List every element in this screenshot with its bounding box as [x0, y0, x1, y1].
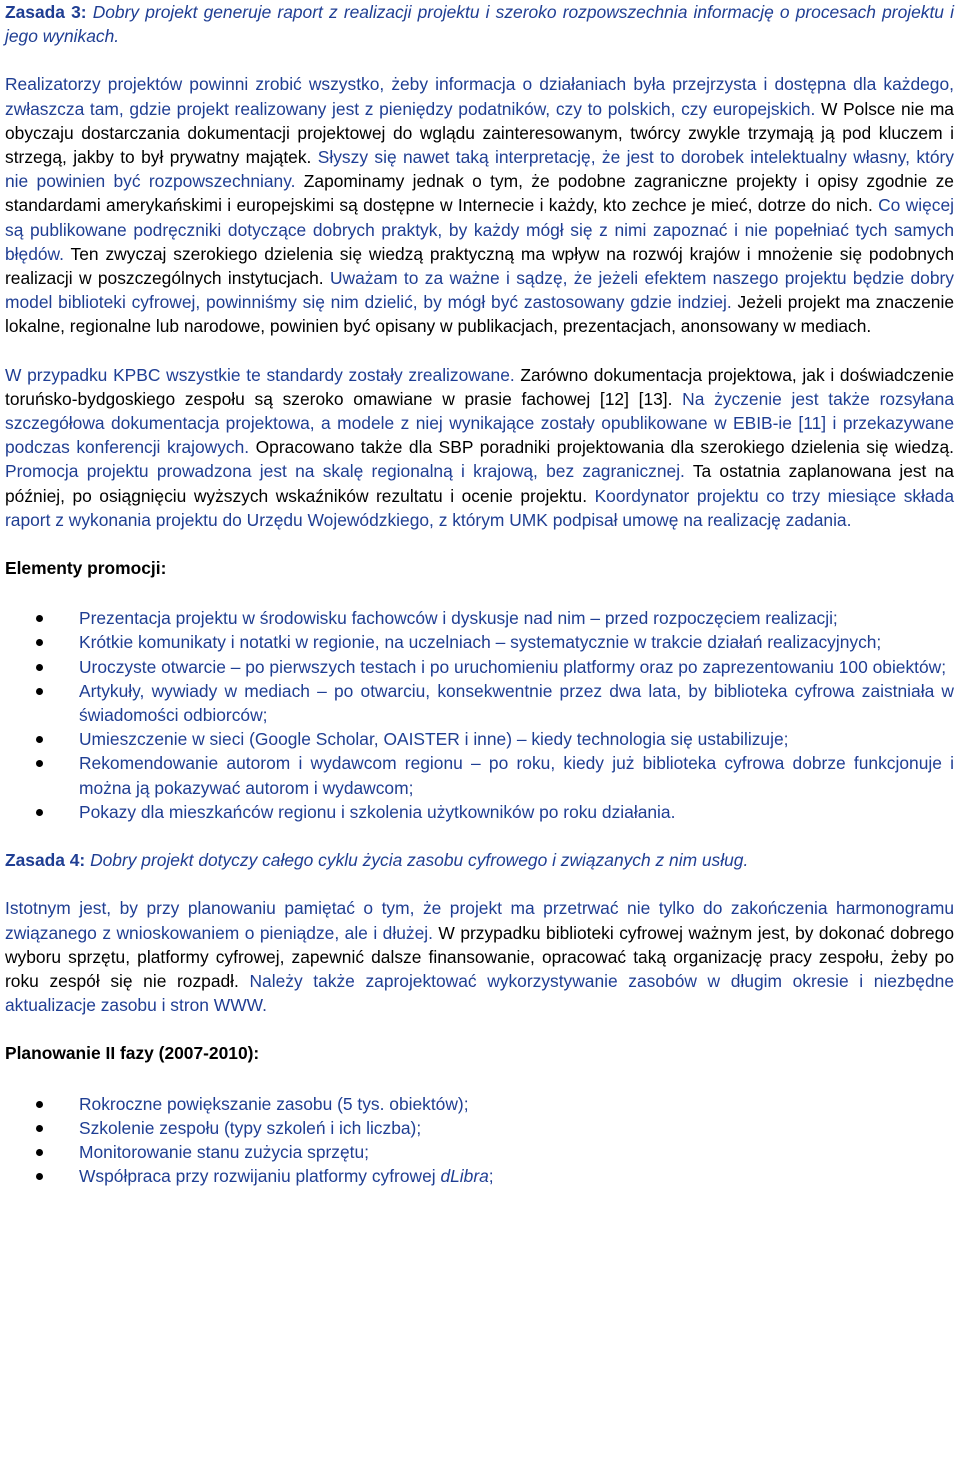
promotion-list	[5, 606, 954, 824]
para3-sentence-2: W przypadku biblioteki cyfrowej ważnym jest, by dokonać dobrego wyboru sprzętu, platformy cyfrowej, zapewnić dalsze finansowanie, opracować taką organizację pracy zespołu, żeby po roku zespół się nie rozpadł.	[5, 922, 954, 991]
list-item: Rekomendowanie autorom i wydawcom regionu – po roku, kiedy już biblioteka cyfrowa dobrze funkcjonuje i można ją pokazywać autorom i wydawcom;	[5, 751, 954, 799]
list-item: Szkolenie zespołu (typy szkoleń i ich liczba);	[5, 1116, 954, 1140]
zasada-3-heading	[5, 0, 954, 48]
bullet-icon	[36, 615, 43, 622]
para1-sentence-3: Słyszy się nawet taką interpretację, że jest to dorobek intelektualny własny, który nie powinien być rozpowszechniany.	[5, 147, 954, 192]
para1-sentence-2: W Polsce nie ma obyczaju dostarczania dokumentacji projektowej do wglądu zainteresowanym, twórcy zwykle trzymają ją pod kluczem i strzegą, jakby to był prywatny majątek.	[5, 98, 954, 168]
list-item: Monitorowanie stanu zużycia sprzętu;	[5, 1140, 954, 1164]
list-item: Rokroczne powiększanie zasobu (5 tys. obiektów);	[5, 1092, 954, 1116]
bullet-icon	[36, 760, 43, 767]
para3-sentence-3: Należy także zaprojektować wykorzystywanie zasobów w długim okresie i niezbędne aktualizacje zasobu i stron WWW.	[5, 970, 954, 1016]
para2-sentence-1: W przypadku KPBC wszystkie te standardy zostały zrealizowane.	[5, 364, 515, 385]
bullet-icon	[36, 639, 43, 646]
bullet-icon	[36, 664, 43, 671]
list-item: Współpraca przy rozwijaniu platformy cyfrowej dLibra;	[5, 1164, 954, 1188]
paragraph-lifecycle	[5, 896, 954, 1017]
bullet-icon	[36, 809, 43, 816]
bullet-icon	[36, 1125, 43, 1132]
para2-sentence-5: Promocja projektu prowadzona jest na skalę regionalną i krajową, bez zagranicznej.	[5, 461, 685, 482]
zasada-4-text: Dobry projekt dotyczy całego cyklu życia zasobu cyfrowego i związanych z nim usług.	[85, 850, 749, 871]
para1-sentence-4: Zapominamy jednak o tym, że podobne zagraniczne projekty i opisy zgodnie ze standardami amerykańskimi i europejskimi są dostępne w Internecie i każdy, kto zechce je mieć, dotrze do nich.	[5, 171, 954, 216]
list-item: Krótkie komunikaty i notatki w regionie, na uczelniach – systematycznie w trakcie działań realizacyjnych;	[5, 630, 954, 654]
list-item: Pokazy dla mieszkańców regionu i szkolenia użytkowników po roku działania.	[5, 800, 954, 824]
promotion-heading: Elementy promocji:	[5, 558, 167, 579]
paragraph-promotion-transparency	[5, 72, 954, 338]
paragraph-kpbc	[5, 363, 954, 532]
phase-two-heading: Planowanie II fazy (2007-2010):	[5, 1043, 260, 1064]
zasada-3-text: Dobry projekt generuje raport z realizacji projektu i szeroko rozpowszechnia informację o procesach projektu i jego wynikach.	[5, 2, 954, 47]
para1-sentence-8: Jeżeli projekt ma znaczenie lokalne, regionalne lub narodowe, powinien być opisany w publikacjach, prezentacjach, anonsowany w mediach.	[5, 292, 955, 337]
bullet-icon	[36, 736, 43, 743]
bullet-icon	[36, 1101, 43, 1108]
para1-sentence-5: Co więcej są publikowane podręczniki dotyczące dobrych praktyk, by każdy mógł się z nimi zapoznać i nie popełniać tych samych błędów.	[5, 195, 954, 264]
list-item: Uroczyste otwarcie – po pierwszych testach i po uruchomieniu platformy oraz po zaprezentowaniu 100 obiektów;	[5, 655, 954, 679]
list-item: Artykuły, wywiady w mediach – po otwarciu, konsekwentnie przez dwa lata, by biblioteka cyfrowa zaistniała w świadomości odbiorców;	[5, 679, 954, 727]
para2-sentence-2: Zarówno dokumentacja projektowa, jak i doświadczenie toruńsko-bydgoskiego zespołu są szeroko omawiane w prasie fachowej [12] [13].	[5, 364, 954, 409]
para1-sentence-7: Uważam to za ważne i sądzę, że jeżeli efektem naszego projektu będzie dobry model biblioteki cyfrowej, powinniśmy się nim dzielić, by mógł być zastosowany gdzie indziej.	[5, 268, 954, 313]
para2-sentence-6: Ta ostatnia zaplanowana jest na później, po osiągnięciu wyższych wskaźników rezultatu i ocenie projektu.	[5, 461, 954, 506]
phase-two-list	[5, 1092, 954, 1189]
zasada-3-label: Zasada 3:	[5, 2, 87, 22]
list-item: Umieszczenie w sieci (Google Scholar, OAISTER i inne) – kiedy technologia się ustabilizuje;	[5, 727, 954, 751]
dlibra-name: dLibra	[440, 1166, 489, 1187]
bullet-icon	[36, 1173, 43, 1180]
list-item: Prezentacja projektu w środowisku fachowców i dyskusje nad nim – przed rozpoczęciem realizacji;	[5, 606, 954, 630]
para2-sentence-7: Koordynator projektu co trzy miesiące składa raport z wykonania projektu do Urzędu Wojewódzkiego, z którym UMK podpisał umowę na realizację zadania.	[5, 485, 954, 530]
para1-sentence-6: Ten zwyczaj szerokiego dzielenia się wiedzą praktyczną ma wpływ na rozwój krajów i mnożenie się podobnych realizacji w poszczególnych instytucjach.	[5, 243, 954, 289]
para1-sentence-1: Realizatorzy projektów powinni zrobić wszystko, żeby informacja o działaniach była przejrzysta i dostępna dla każdego, zwłaszcza tam, gdzie projekt realizowany jest z pieniędzy podatników, czy to polskich, czy europejskich.	[5, 74, 954, 119]
zasada-4-label: Zasada 4:	[5, 850, 86, 871]
bullet-icon	[36, 1149, 43, 1156]
para2-sentence-4: Opracowano także dla SBP poradniki projektowania dla szerokiego dzielenia się wiedzą.	[249, 437, 954, 458]
bullet-icon	[36, 688, 43, 695]
zasada-4-heading	[5, 848, 954, 872]
para2-sentence-3: Na życzenie jest także rozsyłana szczegółowa dokumentacja projektowa, a modele z niej wynikające zostały opublikowane w EBIB-ie [11] i przekazywane podczas konferencji krajowych.	[5, 388, 954, 458]
para3-sentence-1: Istotnym jest, by przy planowaniu pamiętać o tym, że projekt ma przetrwać nie tylko do zakończenia harmonogramu związanego z wnioskowaniem o pieniądze, ale i dłużej.	[5, 898, 954, 943]
